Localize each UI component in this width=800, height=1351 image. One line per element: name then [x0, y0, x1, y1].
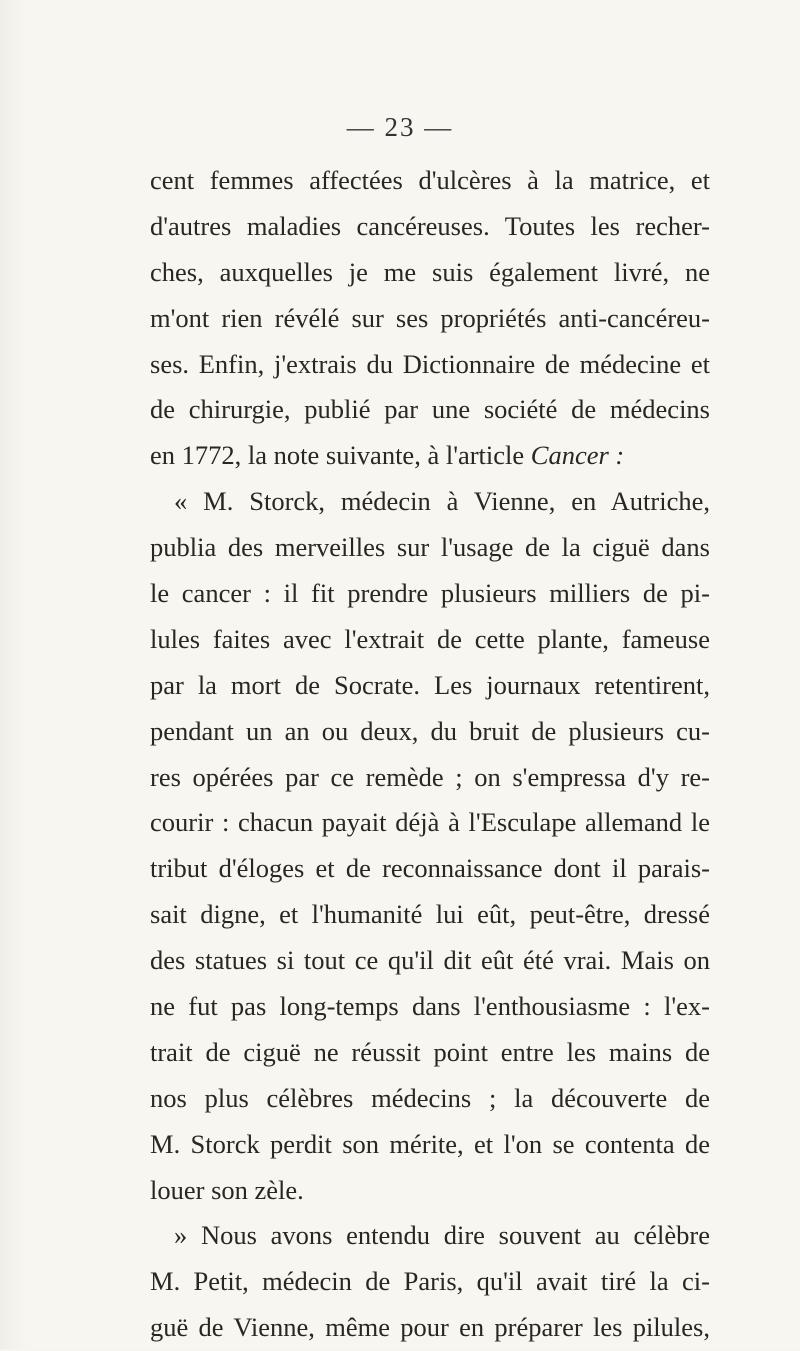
text-line-17: sait digne, et l'humanité lui eût, peut-être, dressé: [150, 899, 710, 930]
page-edge-shadow: [0, 0, 28, 1349]
body-text: [150, 158, 710, 1351]
text-line-20: trait de ciguë ne réussit point entre les mains de: [150, 1036, 710, 1067]
text-line-4: m'ont rien révélé sur ses propriétés anti-cancéreu-: [150, 302, 710, 333]
text-line-5: ses. Enfin, j'extrais du Dictionnaire de médecine et: [150, 348, 710, 379]
text-line-7-main: en 1772, la note suivante, à l'article: [150, 440, 525, 471]
text-line-15: courir : chacun payait déjà à l'Esculape allemand le: [150, 807, 710, 838]
text-line-1: cent femmes affectées d'ulcères à la matrice, et: [150, 165, 710, 195]
text-line-7: [150, 433, 710, 479]
text-line-14: res opérées par ce remède ; on s'empressa d'y re-: [150, 761, 710, 792]
text-line-26: guë de Vienne, même pour en préparer les pilules,: [150, 1312, 710, 1343]
text-line-12: par la mort de Socrate. Les journaux retentirent,: [150, 669, 710, 700]
text-line-21: nos plus célèbres médecins ; la découverte de: [150, 1082, 710, 1113]
text-line-6: de chirurgie, publié par une société de médecins: [150, 394, 710, 425]
text-line-11: lules faites avec l'extrait de cette plante, fameuse: [150, 623, 710, 654]
text-line-3: ches, auxquelles je me suis également livré, ne: [150, 256, 710, 287]
text-line-9: publia des merveilles sur l'usage de la ciguë dans: [150, 532, 710, 563]
text-line-2: d'autres maladies cancéreuses. Toutes les recher-: [150, 210, 710, 241]
text-line-8: « M. Storck, médecin à Vienne, en Autriche,: [174, 486, 710, 517]
text-line-10: le cancer : il fit prendre plusieurs milliers de pi-: [150, 578, 710, 609]
italic-term-cancer: Cancer :: [530, 440, 625, 471]
text-line-25: M. Petit, médecin de Paris, qu'il avait tiré la ci-: [150, 1266, 710, 1297]
text-line-24: » Nous avons entendu dire souvent au célèbre: [174, 1220, 710, 1251]
text-line-19: ne fut pas long-temps dans l'enthousiasme : l'ex-: [150, 991, 710, 1022]
text-line-23: louer son zèle.: [150, 1174, 304, 1205]
text-line-18: des statues si tout ce qu'il dit eût été vrai. Mais on: [150, 945, 710, 976]
text-line-22: M. Storck perdit son mérite, et l'on se contenta de: [150, 1128, 710, 1159]
text-line-16: tribut d'éloges et de reconnaissance dont il parais-: [150, 853, 710, 884]
text-line-13: pendant un an ou deux, du bruit de plusieurs cu-: [150, 715, 710, 746]
page-number-header: — 23 —: [346, 112, 454, 142]
